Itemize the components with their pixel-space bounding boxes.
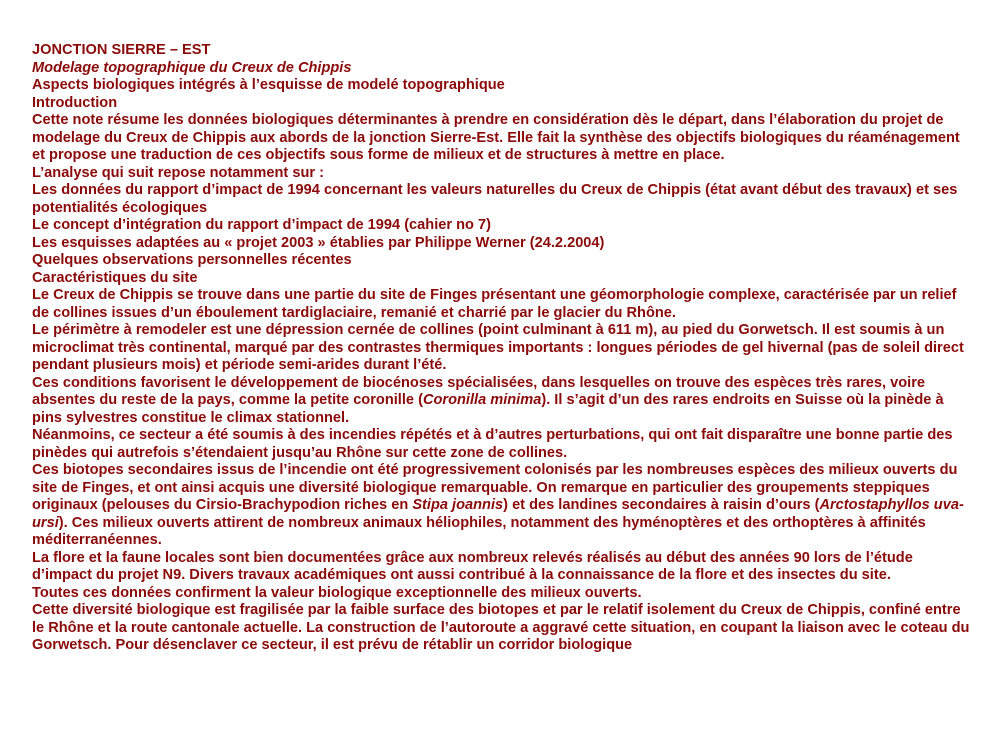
source-item: Quelques observations personnelles récentes <box>32 252 352 268</box>
site-paragraph: Néanmoins, ce secteur a été soumis à des incendies répétés et à d’autres perturbations, qui ont fait disparaître une bonne partie des pinèdes qui autrefois s’étendaient jusqu’au Rhône sur cette zone de collines. <box>32 427 953 461</box>
site-paragraph-text: Ces biotopes secondaires issus de l’incendie ont été progressivement colonisés par les nombreuses espèces des milieux ouverts du site de Finges, et ont ainsi acquis une diversité biologique remarquable. On remarque en particulier des groupements steppiques originaux (pelouses du Cirsio-Brachypodion riches en <box>32 462 958 513</box>
document-body <box>32 42 972 655</box>
intro-paragraph: Cette note résume les données biologiques déterminantes à prendre en considération dès le départ, dans l’élaboration du projet de modelage du Creux de Chippis aux abords de la jonction Sierre-Est. Elle fait la synthèse des objectifs biologiques du réaménagement et propose une traduction de ces objectifs sous forme de milieux et de structures à mettre en place. <box>32 112 960 163</box>
site-paragraph: Toutes ces données confirment la valeur biologique exceptionnelle des milieux ouverts. <box>32 584 642 601</box>
section-heading-site: Caractéristiques du site <box>32 269 198 286</box>
section-heading-introduction: Introduction <box>32 94 118 111</box>
analysis-intro: L’analyse qui suit repose notamment sur : <box>32 164 324 181</box>
source-item: Les données du rapport d’impact de 1994 concernant les valeurs naturelles du Creux de Chippis (état avant début des travaux) et ses potentialités écologiques <box>32 182 958 216</box>
site-paragraph: La flore et la faune locales sont bien documentées grâce aux nombreux relevés réalisés au début des années 90 lors de l’étude d’impact du projet N9. Divers travaux académiques ont aussi contribué à la connaissance de la flore et des insectes du site. <box>32 549 913 583</box>
species-name: Stipa joannis <box>412 497 504 513</box>
site-paragraph <box>32 462 972 550</box>
site-paragraph: Cette diversité biologique est fragilisée par la faible surface des biotopes et par le relatif isolement du Creux de Chippis, confiné entre le Rhône et la route cantonale actuelle. La construction de l’autoroute a aggravé cette situation, en coupant la liaison avec le coteau du Gorwetsch. Pour désenclaver ce secteur, il est prévu de rétablir un corridor biologique <box>32 602 970 653</box>
site-paragraph-text: ) et des landines secondaires à raisin d’ours ( <box>503 497 820 513</box>
site-paragraph: Le périmètre à remodeler est une dépression cernée de collines (point culminant à 611 m), au pied du Gorwetsch. Il est soumis à un microclimat très continental, marqué par des contrastes thermiques importants : longues périodes de gel hivernal (pas de soleil direct pendant plusieurs mois) et période semi-arides durant l’été. <box>32 322 964 373</box>
document-subheading: Aspects biologiques intégrés à l’esquisse de modelé topographique <box>32 77 505 93</box>
document-subtitle: Modelage topographique du Creux de Chippis <box>32 59 352 76</box>
source-item: Le concept d’intégration du rapport d’impact de 1994 (cahier no 7) <box>32 217 491 233</box>
species-name: Arctostaphyllos uva-ursi <box>32 497 964 531</box>
site-paragraph <box>32 375 972 428</box>
site-paragraph: Le Creux de Chippis se trouve dans une partie du site de Finges présentant une géomorphologie complexe, caractérisée par un relief de collines issues d’un éboulement tardiglaciaire, remanié et charrié par le glacier du Rhône. <box>32 287 957 321</box>
site-paragraph-text: ). Ces milieux ouverts attirent de nombreux animaux héliophiles, notamment des hyménoptères et des orthoptères à affinités méditerranéennes. <box>32 514 926 548</box>
site-paragraph-text: ). Il s’agit d’un des rares endroits en Suisse où la pinède à pins sylvestres constitue le climax stationnel. <box>32 392 944 426</box>
species-name: Coronilla minima <box>422 392 542 408</box>
source-item: Les esquisses adaptées au « projet 2003 » établies par Philippe Werner (24.2.2004) <box>32 234 605 251</box>
document-title: JONCTION SIERRE – EST <box>32 42 211 58</box>
site-paragraph-text: Ces conditions favorisent le développement de biocénoses spécialisées, dans lesquelles on trouve des espèces très rares, voire absentes du reste de la pays, comme la petite coronille ( <box>32 374 926 408</box>
